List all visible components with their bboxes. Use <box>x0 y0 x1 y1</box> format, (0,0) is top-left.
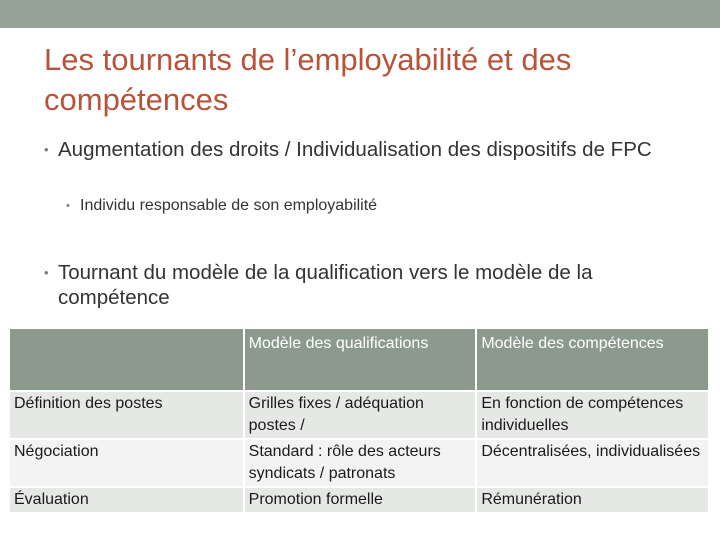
bullet-dot-icon: • <box>44 142 49 157</box>
sub-bullet-item-1 <box>66 196 680 216</box>
table-cell: Promotion formelle <box>245 488 476 512</box>
table-row <box>10 392 708 438</box>
table-header-cell: Modèle des qualifications <box>245 329 476 390</box>
table-cell: En fonction de compétences individuelles <box>477 392 708 438</box>
bullet-text: Augmentation des droits / Individualisation des dispositifs de FPC <box>58 138 652 161</box>
bullet-text: Tournant du modèle de la qualification vers le modèle de la compétence <box>58 261 593 309</box>
sub-bullet-text: Individu responsable de son employabilité <box>80 197 378 214</box>
table-header-cell: Modèle des compétences <box>477 329 708 390</box>
bullet-item-1 <box>44 137 698 162</box>
bullet-dot-icon: • <box>44 265 49 280</box>
table-row <box>10 488 708 512</box>
table-cell: Évaluation <box>10 488 243 512</box>
bullet-item-2 <box>44 260 698 310</box>
bullet-dot-icon: • <box>66 200 70 212</box>
table-cell: Négociation <box>10 440 243 486</box>
table-cell: Décentralisées, individualisées <box>477 440 708 486</box>
table-row <box>10 440 708 486</box>
table-header-row <box>10 329 708 390</box>
table-header-cell <box>10 329 243 390</box>
table-cell: Standard : rôle des acteurs syndicats / patronats <box>245 440 476 486</box>
table-cell: Définition des postes <box>10 392 243 438</box>
slide-title: Les tournants de l’employabilité et des compétences <box>44 42 572 117</box>
top-banner <box>0 0 720 28</box>
table-cell: Grilles fixes / adéquation postes / <box>245 392 476 438</box>
table-cell: Rémunération <box>477 488 708 512</box>
comparison-table <box>8 327 710 514</box>
